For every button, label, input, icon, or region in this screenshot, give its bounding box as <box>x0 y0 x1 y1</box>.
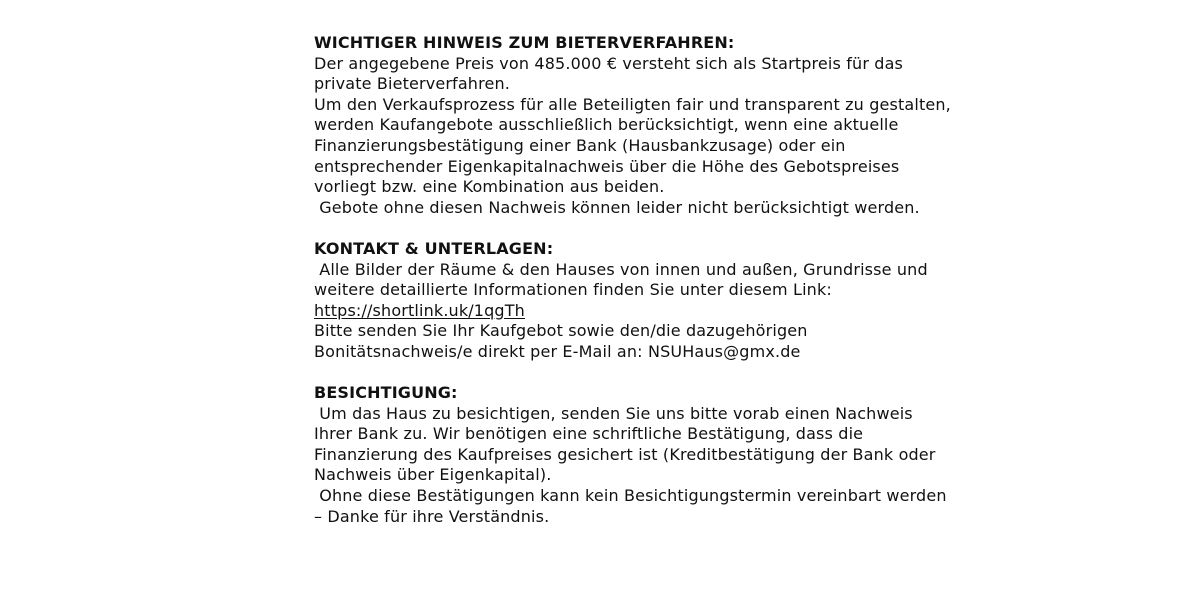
heading-kontakt: KONTAKT & UNTERLAGEN: <box>314 238 554 258</box>
section-bieterverfahren <box>314 33 951 218</box>
text-line: Nachweis über Eigenkapital). <box>314 465 552 485</box>
text-line: vorliegt bzw. eine Kombination aus beiden. <box>314 177 665 197</box>
text-line: – Danke für ihre Verständnis. <box>314 506 550 526</box>
text-line: Gebote ohne diesen Nachweis können leider nicht berücksichtigt werden. <box>314 197 920 217</box>
text-line: entsprechender Eigenkapitalnachweis über die Höhe des Gebotspreises <box>314 156 900 176</box>
text-line: Bonitätsnachweis/e direkt per E-Mail an: NSUHaus@gmx.de <box>314 341 801 361</box>
heading-bieterverfahren: WICHTIGER HINWEIS ZUM BIETERVERFAHREN: <box>314 33 735 52</box>
text-line: Finanzierungsbestätigung einer Bank (Hausbankzusage) oder ein <box>314 135 846 155</box>
section-besichtigung <box>314 383 947 527</box>
text-line: private Bieterverfahren. <box>314 74 510 94</box>
text-line: Alle Bilder der Räume & den Hauses von innen und außen, Grundrisse und <box>314 259 928 279</box>
section-kontakt <box>314 238 928 363</box>
listing-notice-text <box>314 33 951 527</box>
section-spacer <box>314 218 894 239</box>
text-line: Um den Verkaufsprozess für alle Beteiligten fair und transparent zu gestalten, <box>314 94 951 114</box>
text-line: Bitte senden Sie Ihr Kaufgebot sowie den/die dazugehörigen <box>314 321 808 341</box>
heading-besichtigung: BESICHTIGUNG: <box>314 383 458 403</box>
text-line: Ohne diese Bestätigungen kann kein Besichtigungstermin vereinbart werden <box>314 486 947 506</box>
text-line: werden Kaufangebote ausschließlich berücksichtigt, wenn eine aktuelle <box>314 115 899 135</box>
text-line: Um das Haus zu besichtigen, senden Sie uns bitte vorab einen Nachweis <box>314 403 913 423</box>
shortlink-link[interactable]: https://shortlink.uk/1qgTh <box>314 300 525 320</box>
text-line: weitere detaillierte Informationen finden Sie unter diesem Link: <box>314 280 832 300</box>
text-line: Ihrer Bank zu. Wir benötigen eine schriftliche Bestätigung, dass die <box>314 424 864 444</box>
text-line: Finanzierung des Kaufpreises gesichert ist (Kreditbestätigung der Bank oder <box>314 444 936 464</box>
section-spacer <box>314 363 894 384</box>
text-line: Der angegebene Preis von 485.000 € versteht sich als Startpreis für das <box>314 53 904 73</box>
